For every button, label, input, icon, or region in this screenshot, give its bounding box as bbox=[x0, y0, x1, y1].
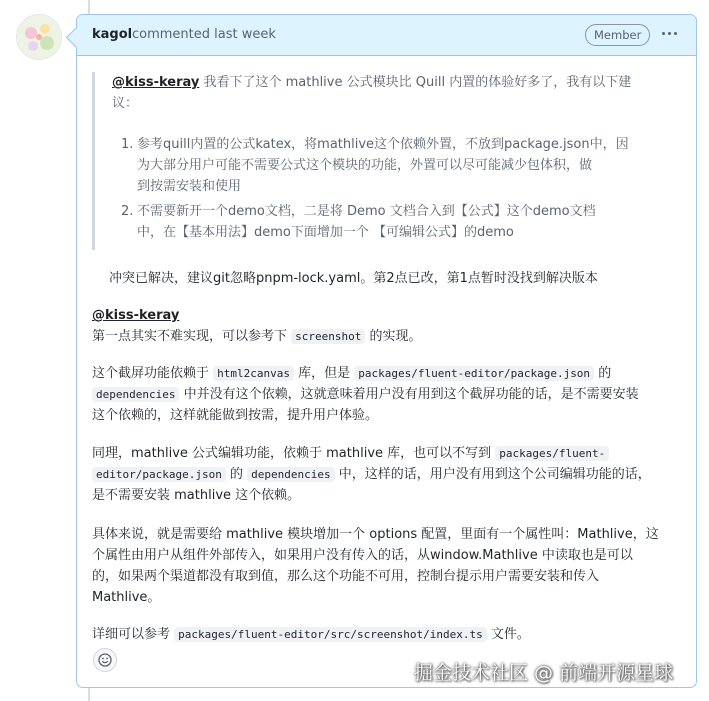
paragraph-4: 具体来说，就是需要给 mathlive 模块增加一个 options 配置，里面有一个属性叫：Mathlive，这 个属性由用户从组件外部传入，如果用户没有传入的话，从window.Mathlive 中读取也是可以 的，如果两个渠道都没有取到值，那么这个功能不可用，控制台提示用户需要安装和传入 Mathlive。 bbox=[92, 527, 659, 605]
code-screenshot: screenshot bbox=[291, 329, 365, 344]
comment-timestamp[interactable]: commented last week bbox=[132, 27, 276, 42]
mention-link[interactable]: @kiss-keray bbox=[92, 308, 180, 323]
paragraph-1: @kiss-keray 第一点其实不难实现，可以参考下 screenshot 的实现。 bbox=[92, 308, 422, 344]
kebab-horizontal-icon[interactable] bbox=[657, 22, 683, 44]
paragraph-2: 这个截屏功能依赖于 html2canvas 库，但是 packages/fluent-editor/package.json 的 dependencies 中并没有这个依赖，这就意味着用户没有用到这个截屏功能的话，是不需要安装 这个依赖的，这样就能做到按需，提升用户体验。 bbox=[92, 366, 639, 423]
watermark: 掘金技术社区 @ 前端开源星球 bbox=[414, 662, 674, 684]
add-reaction-button[interactable] bbox=[93, 648, 117, 672]
avatar[interactable] bbox=[16, 14, 62, 60]
comment-header bbox=[77, 15, 696, 56]
paragraph-5: 详细可以参考 packages/fluent-editor/src/screenshot/index.ts 文件。 bbox=[92, 627, 530, 642]
list-item: 2. 不需要新开一个demo文档，二是将 Demo 文档合入到【公式】这个demo文档 中，在【基本用法】demo下面增加一个 【可编辑公式】的demo bbox=[121, 204, 596, 240]
list-item: 1. 参考quill内置的公式katex，将mathlive这个依赖外置，不放到package.json中，因 为大部分用户可能不需要公式这个模块的功能，外置可以尽可能减少包体积，做 到按需安装和使用 bbox=[121, 137, 629, 194]
blockquote bbox=[92, 72, 665, 250]
quote-reply: 冲突已解决，建议git忽略pnpm-lock.yaml。第2点已改，第1点暂时没找到解决版本 bbox=[109, 271, 598, 286]
quote-mention[interactable]: @kiss-keray bbox=[112, 75, 200, 90]
member-badge: Member bbox=[585, 24, 650, 46]
paragraph-3: 同理，mathlive 公式编辑功能，依赖于 mathlive 库，也可以不写到 packages/fluent- editor/package.json 的 dependencies 中，这样的话，用户没有用到这个公司编辑功能的话， 是不需要安装 mathlive 这个依赖。 bbox=[92, 446, 651, 503]
comment-box bbox=[76, 14, 697, 688]
comment-author[interactable]: kagol bbox=[92, 27, 133, 42]
quote-intro: @kiss-keray 我看下了这个 mathlive 公式模块比 Quill 内置的体验好多了，我有以下建议： bbox=[112, 75, 632, 111]
smiley-icon bbox=[98, 653, 112, 667]
